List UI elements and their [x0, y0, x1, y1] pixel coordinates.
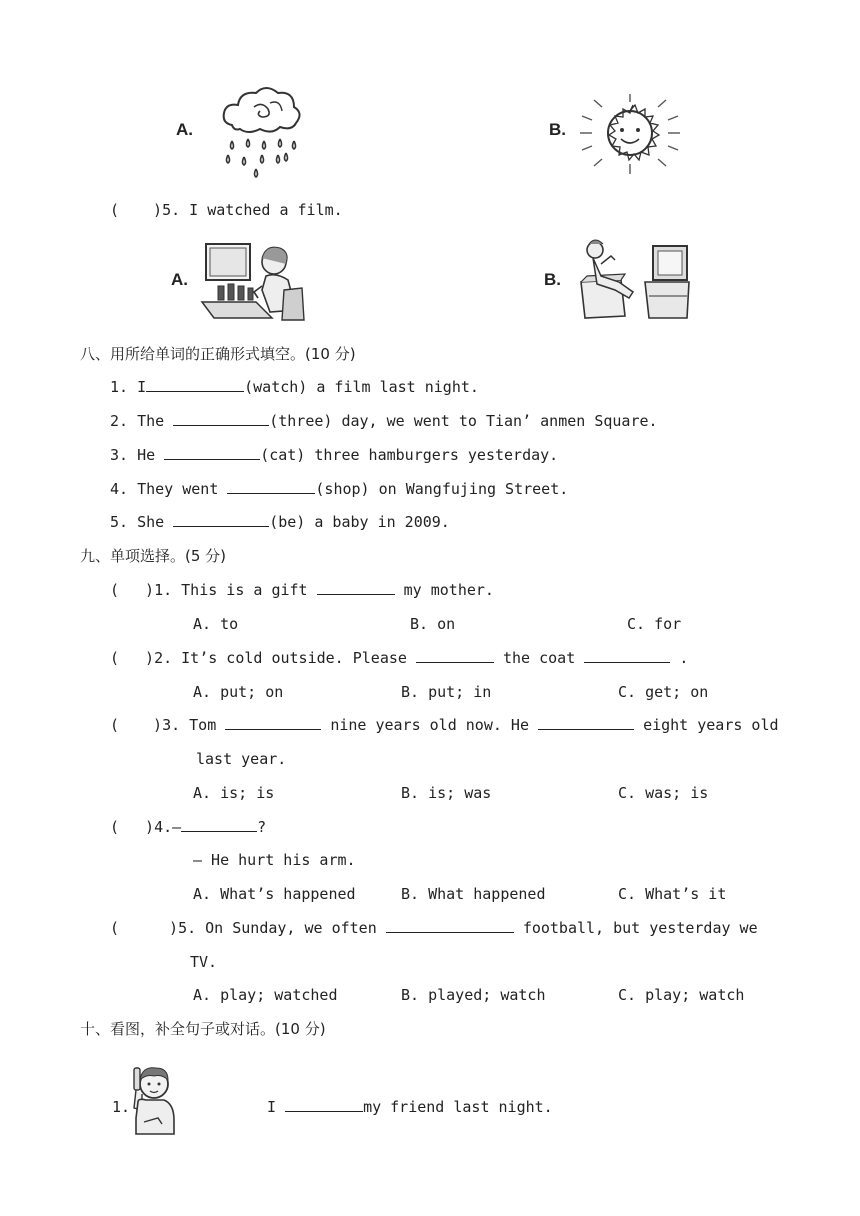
section-8-item-2: 2. The (three) day, we went to Tian’ anmen Square.: [110, 412, 658, 430]
section-9-question-5: ( )5. On Sunday, we often football, but yesterday we: [110, 919, 758, 937]
answer-blank[interactable]: [317, 580, 395, 595]
option-c[interactable]: C. for: [627, 615, 682, 633]
section-8-title: 八、用所给单词的正确形式填空。(10 分): [80, 345, 356, 363]
girl-at-computer-icon: [200, 240, 306, 322]
answer-blank[interactable]: [164, 445, 260, 460]
answer-paren-open[interactable]: (: [110, 716, 120, 734]
answer-blank[interactable]: [181, 817, 257, 832]
answer-blank[interactable]: [538, 715, 634, 730]
option-c[interactable]: C. What’s it: [618, 885, 727, 903]
answer-paren-open[interactable]: (: [110, 818, 120, 836]
dialogue-reply: — He hurt his arm.: [193, 851, 356, 869]
answer-paren-open[interactable]: (: [110, 581, 120, 599]
option-c[interactable]: C. play; watch: [618, 986, 745, 1004]
option-b[interactable]: B. is; was: [401, 784, 492, 802]
question-text: I watched a film.: [189, 201, 343, 219]
option-b[interactable]: B. put; in: [401, 683, 492, 701]
answer-blank[interactable]: [173, 512, 269, 527]
answer-blank[interactable]: [386, 918, 514, 933]
answer-blank[interactable]: [416, 648, 494, 663]
option-a[interactable]: A. to: [193, 615, 239, 633]
person-watching-tv-icon: [575, 236, 693, 322]
option-c[interactable]: C. get; on: [618, 683, 709, 701]
section-8-item-3: 3. He (cat) three hamburgers yesterday.: [110, 446, 559, 464]
option-a-label: A.: [176, 120, 193, 139]
answer-blank[interactable]: [227, 479, 315, 494]
answer-paren-open[interactable]: (: [110, 201, 120, 219]
section-8-item-4: 4. They went (shop) on Wangfujing Street.: [110, 480, 569, 498]
option-b[interactable]: B. on: [410, 615, 456, 633]
question-number: 5.: [162, 201, 181, 219]
option-b-label: B.: [549, 120, 566, 139]
boy-on-phone-icon: [128, 1060, 178, 1138]
section-9-question-4: ( )4.— ?: [110, 818, 267, 836]
answer-paren-open[interactable]: (: [110, 919, 120, 937]
option-c[interactable]: C. was; is: [618, 784, 709, 802]
section-9-title: 九、单项选择。(5 分): [80, 547, 227, 565]
section-9-question-2: ( )2. It’s cold outside. Please the coat .: [110, 649, 689, 667]
option-a-label: A.: [171, 270, 188, 289]
question-7-5: ( )5. I watched a film.: [110, 201, 343, 219]
section-9-question-1: ( )1. This is a gift my mother.: [110, 581, 494, 599]
answer-blank[interactable]: [146, 377, 244, 392]
section-10-title: 十、看图，补全句子或对话。(10 分): [80, 1020, 326, 1038]
sun-icon: [578, 90, 682, 176]
answer-paren-open[interactable]: (: [110, 649, 120, 667]
option-b[interactable]: B. played; watch: [401, 986, 546, 1004]
rain-cloud-icon: [218, 85, 304, 180]
answer-blank[interactable]: [225, 715, 321, 730]
section-8-item-1: 1. I (watch) a film last night.: [110, 378, 479, 396]
question-continuation: TV.: [190, 953, 218, 971]
option-a[interactable]: A. play; watched: [193, 986, 338, 1004]
answer-blank[interactable]: [285, 1097, 363, 1112]
section-8-item-5: 5. She (be) a baby in 2009.: [110, 513, 450, 531]
option-b[interactable]: B. What happened: [401, 885, 546, 903]
section-10-item-1: I my friend last night.: [267, 1098, 553, 1116]
option-a[interactable]: A. What’s happened: [193, 885, 356, 903]
section-10-item-number: 1.: [112, 1098, 131, 1116]
answer-blank[interactable]: [584, 648, 670, 663]
option-b-label: B.: [544, 270, 561, 289]
option-a[interactable]: A. put; on: [193, 683, 284, 701]
answer-blank[interactable]: [173, 411, 269, 426]
option-a[interactable]: A. is; is: [193, 784, 275, 802]
section-9-question-3: ( )3. Tom nine years old now. He eight years old: [110, 716, 779, 734]
question-continuation: last year.: [196, 750, 287, 768]
